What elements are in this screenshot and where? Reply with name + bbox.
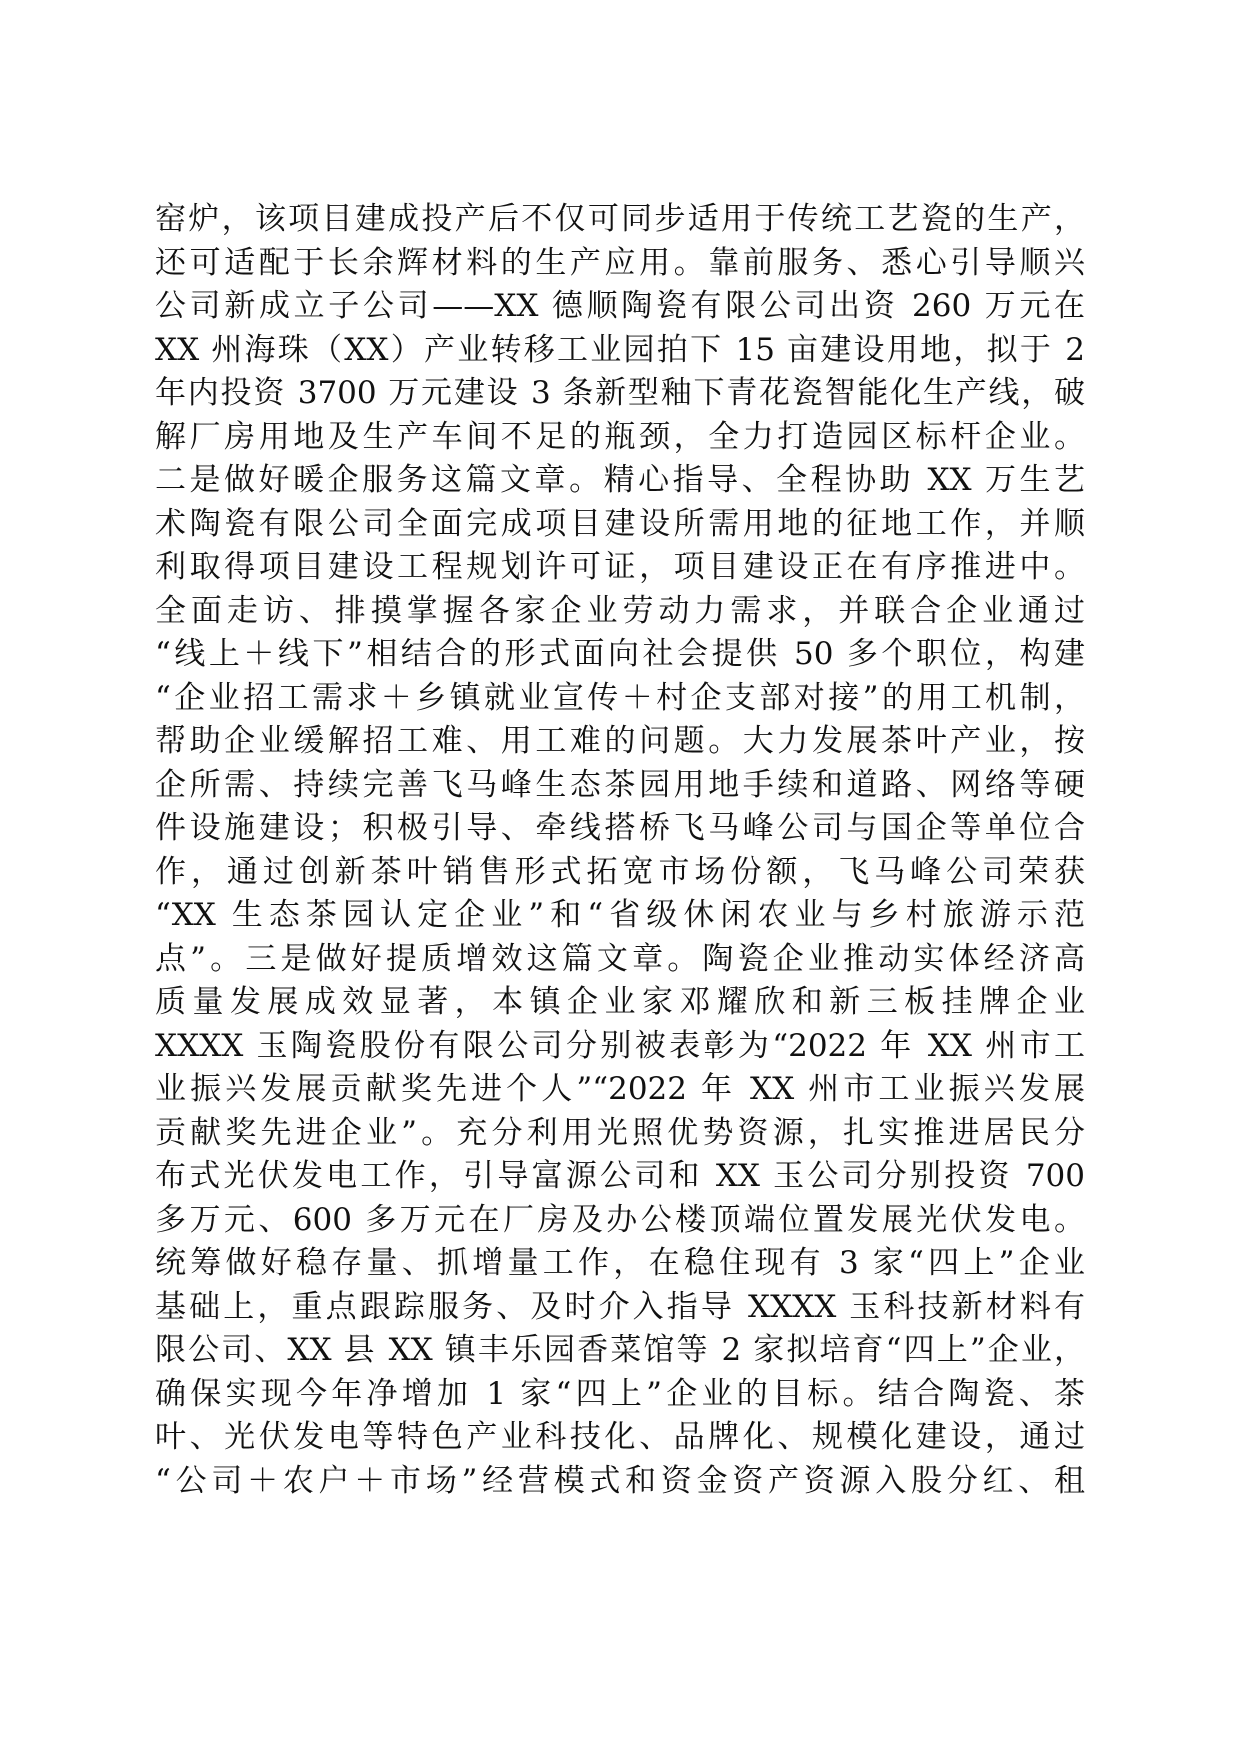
body-text [155,198,1085,1503]
text-line: 件设施建设；积极引导、牵线搭桥飞马峰公司与国企等单位合 [155,810,1085,846]
text-line: “XX 生态茶园认定企业”和“省级休闲农业与乡村旅游示范 [155,897,1085,933]
text-line: 公司新成立子公司——XX 德顺陶瓷有限公司出资 260 万元在 [155,288,1085,324]
text-line: 利取得项目建设工程规划许可证，项目建设正在有序推进中。 [155,549,1085,585]
text-line: 统筹做好稳存量、抓增量工作，在稳住现有 3 家“四上”企业 [155,1245,1085,1281]
text-line: 基础上，重点跟踪服务、及时介入指导 XXXX 玉科技新材料有 [155,1288,1085,1325]
text-line: “线上＋线下”相结合的形式面向社会提供 50 多个职位，构建 [155,636,1085,672]
text-line: XXXX 玉陶瓷股份有限公司分别被表彰为“2022 年 XX 州市工 [155,1027,1085,1064]
text-line: “公司＋农户＋市场”经营模式和资金资产资源入股分红、租 [155,1462,1085,1499]
text-line: 业振兴发展贡献奖先进个人”“2022 年 XX 州市工业振兴发展 [155,1071,1085,1107]
text-line: 质量发展成效显著，本镇企业家邓耀欣和新三板挂牌企业 [155,984,1085,1020]
text-line: 多万元、600 多万元在厂房及办公楼顶端位置发展光伏发电。 [155,1201,1085,1238]
text-line: 解厂房用地及生产车间不足的瓶颈，全力打造园区标杆企业。 [155,418,1085,455]
text-line: 术陶瓷有限公司全面完成项目建设所需用地的征地工作，并顺 [155,505,1085,542]
text-line: 窑炉，该项目建成投产后不仅可同步适用于传统工艺瓷的生产， [155,201,1085,237]
text-line: 点”。三是做好提质增效这篇文章。陶瓷企业推动实体经济高 [155,940,1085,977]
text-line: 还可适配于长余辉材料的生产应用。靠前服务、悉心引导顺兴 [155,244,1085,281]
text-line: 贡献奖先进企业”。充分利用光照优势资源，扎实推进居民分 [155,1114,1085,1151]
text-line: 布式光伏发电工作，引导富源公司和 XX 玉公司分别投资 700 [155,1158,1085,1194]
text-line: 企所需、持续完善飞马峰生态茶园用地手续和道路、网络等硬 [155,766,1085,803]
text-line: 限公司、XX 县 XX 镇丰乐园香菜馆等 2 家拟培育“四上”企业， [155,1332,1085,1368]
text-line: XX 州海珠（XX）产业转移工业园拍下 15 亩建设用地，拟于 2 [155,331,1085,368]
text-line: 作，通过创新茶叶销售形式拓宽市场份额，飞马峰公司荣获 [155,853,1085,890]
text-line: 年内投资 3700 万元建设 3 条新型釉下青花瓷智能化生产线，破 [155,375,1085,411]
text-line: 帮助企业缓解招工难、用工难的问题。大力发展茶叶产业，按 [155,723,1085,759]
text-line: “企业招工需求＋乡镇就业宣传＋村企支部对接”的用工机制， [155,679,1085,716]
text-line: 叶、光伏发电等特色产业科技化、品牌化、规模化建设，通过 [155,1419,1085,1455]
text-line: 全面走访、排摸掌握各家企业劳动力需求，并联合企业通过 [155,592,1085,629]
text-line: 二是做好暖企服务这篇文章。精心指导、全程协助 XX 万生艺 [155,462,1085,498]
text-line: 确保实现今年净增加 1 家“四上”企业的目标。结合陶瓷、茶 [155,1375,1085,1412]
